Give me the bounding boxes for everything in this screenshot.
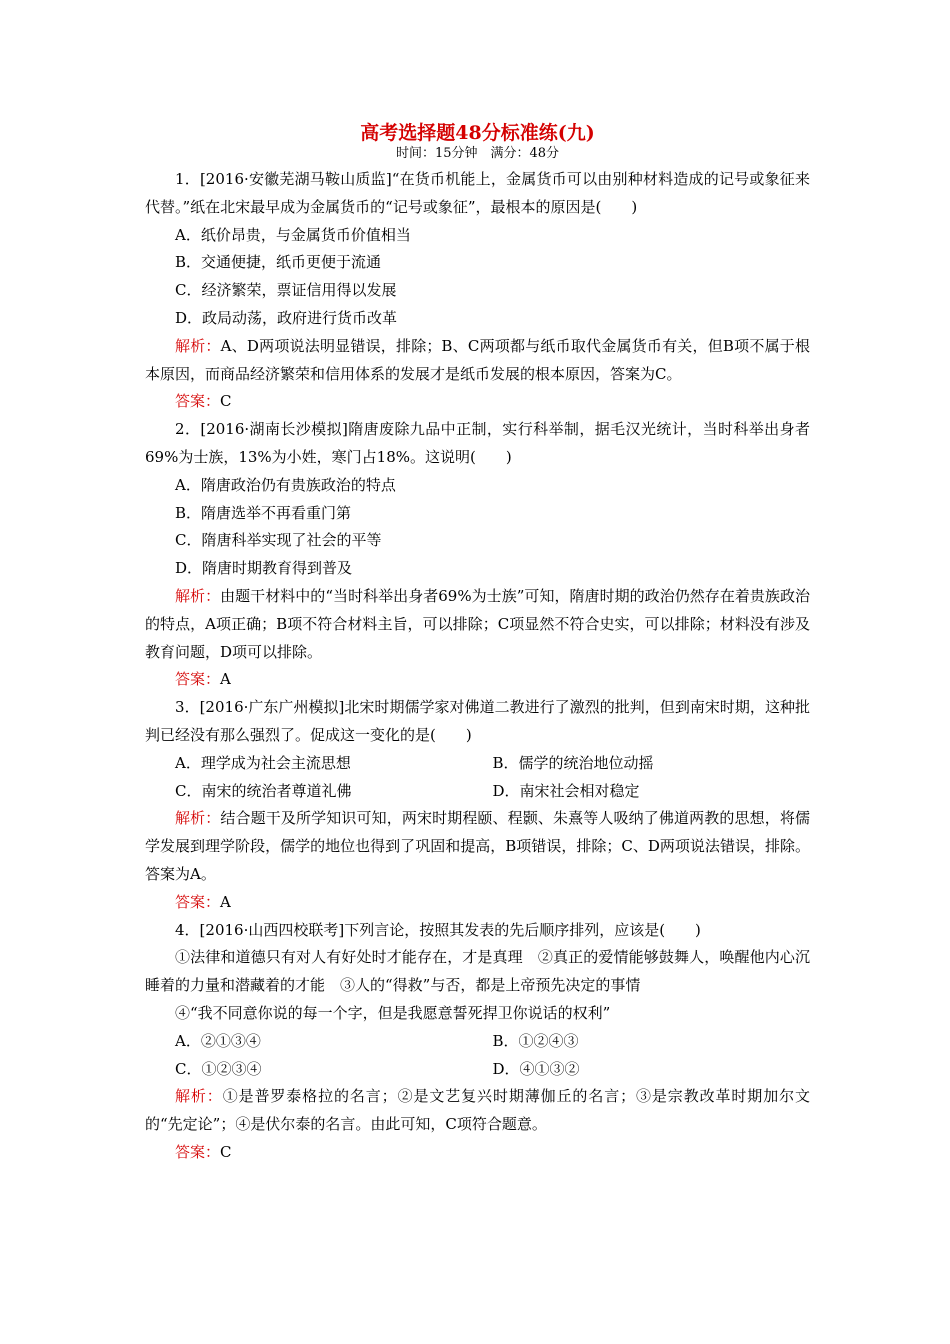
q2-answer [145,666,810,694]
q2-option-c: C．隋唐科举实现了社会的平等 [175,531,382,550]
q2-option-b: B．隋唐选举不再看重门第 [175,503,352,522]
q1-answer-value: C [220,392,232,411]
q2-answer-value: A [220,670,231,689]
q3-option-b: B．儒学的统治地位动摇 [492,753,654,772]
q1-analysis-text: A、D两项说法明显错误，排除；B、C两项都与纸币取代金属货币有关，但B项不属于根本原因，而商品经济繁荣和信用体系的发展才是纸币发展的根本原因，答案为C。 [145,336,810,383]
q3-analysis-text: 结合题干及所学知识可知，两宋时期程颐、程颢、朱熹等人吸纳了佛道两教的思想，将儒学发展到理学阶段，儒学的地位也得到了巩固和提高，B项错误，排除；C、D两项说法错误，排除。答案为A。 [145,809,810,883]
q3-option-c: C．南宋的统治者尊道礼佛 [175,781,352,800]
q2-analysis [145,583,810,666]
q2-option-d: D．隋唐时期教育得到普及 [175,559,353,578]
q1-answer [145,388,810,416]
q1-stem: 1．[2016·安徽芜湖马鞍山质监]“在货币机能上，金属货币可以由别种材料造成的记号或象征来代替。”纸在北宋最早成为金属货币的“记号或象征”，最根本的原因是( ) [145,170,810,216]
q4-answer [145,1139,810,1167]
q4-option-b: B．①②④③ [492,1031,579,1050]
q1-option-a: A．纸价昂贵，与金属货币价值相当 [175,225,411,244]
q4-material-1: ①法律和道德只有对人有好处时才能存在，才是真理 ②真正的爱情能够鼓舞人，唤醒他内心沉睡着的力量和潜藏着的才能 ③人的“得救”与否，都是上帝预先决定的事情 [145,948,810,995]
q3-stem: 3．[2016·广东广州模拟]北宋时期儒学家对佛道二教进行了激烈的批判，但到南宋时期，这种批判已经没有那么强烈了。促成这一变化的是( ) [145,698,810,744]
page-title: 高考选择题48分标准练(九) [360,122,595,144]
q4-option-c: C．①②③④ [175,1059,262,1078]
q3-analysis [145,805,810,888]
analysis-label: 解析： [175,809,221,828]
q4-option-d: D．④①③② [492,1059,580,1078]
analysis-label: 解析： [175,586,221,605]
q1-analysis [145,333,810,389]
q1-option-b: B．交通便捷，纸币更便于流通 [175,253,382,272]
answer-label: 答案： [175,392,221,411]
q3-option-d: D．南宋社会相对稳定 [492,781,640,800]
answer-label: 答案： [175,892,221,911]
q2-stem: 2．[2016·湖南长沙模拟]隋唐废除九品中正制，实行科举制，据毛汉光统计，当时科举出身者69%为士族，13%为小姓，寒门占18%。这说明( ) [145,420,810,466]
q4-option-a: A．②①③④ [175,1031,261,1050]
q3-options-row-2 [145,778,810,806]
q4-analysis [145,1083,810,1139]
q4-options-row-1 [145,1028,810,1056]
q4-answer-value: C [220,1142,232,1161]
page-subtitle: 时间：15分钟 满分：48分 [395,146,560,161]
q3-answer [145,889,810,917]
q2-analysis-text: 由题干材料中的“当时科举出身者69%为士族”可知，隋唐时期的政治仍然存在着贵族政治的特点，A项正确；B项不符合材料主旨，可以排除；C项显然不符合史实，可以排除；材料没有涉及教育问题，D项可以排除。 [145,586,810,661]
answer-label: 答案： [175,670,221,689]
analysis-label: 解析： [175,336,221,355]
q4-options-row-2 [145,1056,810,1084]
q3-answer-value: A [220,892,231,911]
document-page [145,118,810,1167]
analysis-label: 解析： [175,1087,223,1106]
q1-option-d: D．政局动荡，政府进行货币改革 [175,308,398,327]
q4-material-2: ④“我不同意你说的每一个字，但是我愿意誓死捍卫你说话的权利” [175,1003,611,1022]
q2-option-a: A．隋唐政治仍有贵族政治的特点 [175,475,396,494]
q4-analysis-text: ①是普罗泰格拉的名言；②是文艺复兴时期薄伽丘的名言；③是宗教改革时期加尔文的“先定论”；④是伏尔泰的名言。由此可知，C项符合题意。 [145,1087,810,1134]
q4-stem: 4．[2016·山西四校联考]下列言论，按照其发表的先后顺序排列，应该是( ) [175,920,701,939]
q3-option-a: A．理学成为社会主流思想 [175,753,351,772]
answer-label: 答案： [175,1142,221,1161]
q3-options-row-1 [145,750,810,778]
q1-option-c: C．经济繁荣，票证信用得以发展 [175,281,397,300]
